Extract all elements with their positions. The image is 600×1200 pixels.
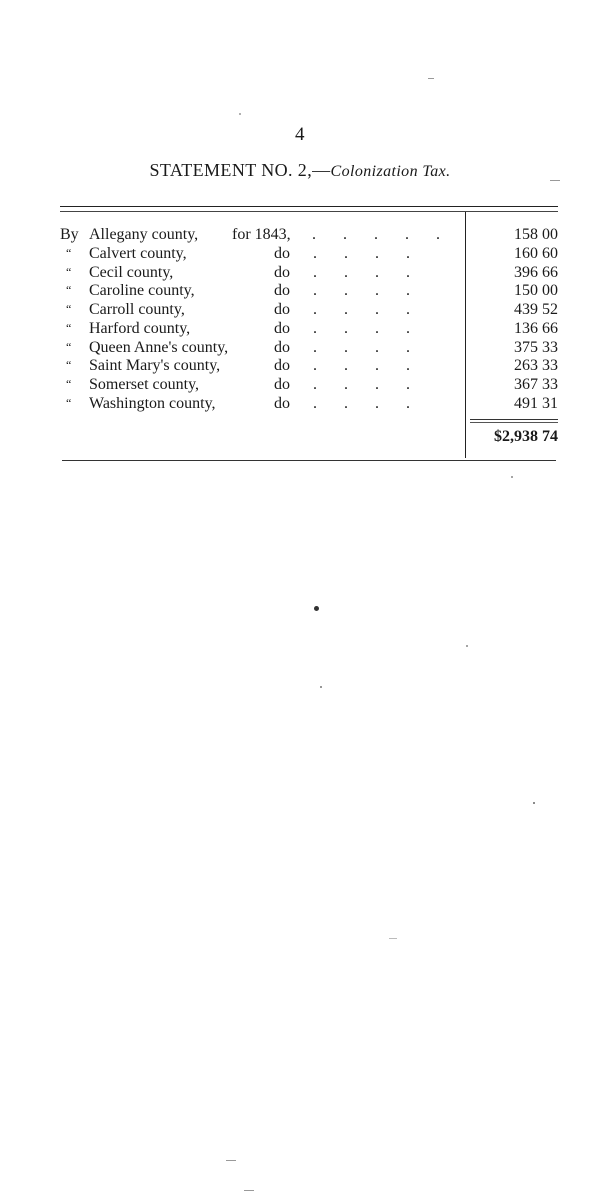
row-county: Harford county,	[89, 320, 191, 337]
row-ditto-mark: “	[66, 396, 72, 410]
row-leader-dots: . . . .	[313, 339, 410, 356]
row-county: Washington county,	[89, 395, 216, 412]
row-amount: 158 00	[514, 226, 558, 243]
row-ditto-word: do	[274, 264, 290, 281]
row-ditto-word: do	[274, 339, 290, 356]
top-rule-thin	[60, 211, 558, 212]
row-leader-dots: . . . .	[313, 395, 410, 412]
statement-row	[0, 394, 600, 413]
row-ditto-mark: “	[66, 321, 72, 335]
row-amount: 263 33	[514, 357, 558, 374]
scan-dash	[244, 1190, 254, 1191]
row-ditto-word: do	[274, 357, 290, 374]
row-amount: 375 33	[514, 339, 558, 356]
row-county: Somerset county,	[89, 376, 200, 393]
total-rule-thin	[470, 422, 558, 423]
row-ditto-mark: “	[66, 377, 72, 391]
row-ditto-word: do	[274, 282, 290, 299]
row-leader-dots: . . . .	[313, 376, 410, 393]
row-county: Caroline county,	[89, 282, 195, 299]
row-leader-dots: . . . .	[313, 264, 410, 281]
row-amount: 150 00	[514, 282, 558, 299]
row-ditto-mark: “	[66, 358, 72, 372]
statement-row	[0, 319, 600, 338]
total-rule	[470, 419, 558, 420]
scan-speck	[314, 606, 319, 611]
scan-speck	[320, 686, 322, 688]
row-ditto-mark: “	[66, 340, 72, 354]
row-ditto-mark: “	[66, 246, 72, 260]
scan-dash	[226, 1160, 236, 1161]
row-amount: 367 33	[514, 376, 558, 393]
scan-speck	[239, 113, 241, 115]
row-leader-dots: . . . .	[313, 282, 410, 299]
row-ditto-word: do	[274, 320, 290, 337]
scan-speck	[466, 645, 468, 647]
statement-row	[0, 244, 600, 263]
row-county: Calvert county,	[89, 245, 187, 262]
row-county: Allegany county,	[89, 226, 199, 243]
row-ditto-word: do	[274, 245, 290, 262]
row-ditto-word: do	[274, 376, 290, 393]
statement-row	[0, 263, 600, 282]
row-ditto-word: do	[274, 301, 290, 318]
statement-row	[0, 225, 600, 244]
row-county: Carroll county,	[89, 301, 185, 318]
scan-speck	[533, 802, 535, 804]
statement-title	[0, 160, 600, 181]
row-leader-dots: . . . .	[313, 301, 410, 318]
row-county: Cecil county,	[89, 264, 174, 281]
statement-subject: Colonization Tax.	[330, 163, 451, 180]
statement-row	[0, 300, 600, 319]
row-prefix: By	[60, 226, 79, 243]
row-leader-dots: . . . .	[313, 245, 410, 262]
statement-total: $2,938 74	[494, 428, 558, 445]
row-ditto-word: do	[274, 395, 290, 412]
row-leader-dots: . . . .	[313, 357, 410, 374]
row-year-phrase: for 1843,	[232, 226, 291, 243]
row-amount: 160 60	[514, 245, 558, 262]
scan-speck	[511, 476, 513, 478]
statement-row	[0, 338, 600, 357]
row-leader-dots: . . . .	[313, 320, 410, 337]
row-amount: 136 66	[514, 320, 558, 337]
scan-dash	[428, 78, 434, 79]
page-number: 4	[295, 124, 305, 145]
scan-dash	[550, 180, 560, 181]
bottom-rule	[62, 460, 556, 461]
row-amount: 491 31	[514, 395, 558, 412]
row-county: Saint Mary's county,	[89, 357, 221, 374]
scan-dash	[389, 938, 397, 939]
row-county: Queen Anne's county,	[89, 339, 229, 356]
row-amount: 396 66	[514, 264, 558, 281]
row-leader-dots: . . . . .	[312, 226, 440, 243]
statement-row	[0, 356, 600, 375]
row-ditto-mark: “	[66, 302, 72, 316]
top-rule-thick	[60, 206, 558, 207]
statement-row	[0, 281, 600, 300]
row-ditto-mark: “	[66, 283, 72, 297]
row-ditto-mark: “	[66, 265, 72, 279]
statement-row	[0, 375, 600, 394]
statement-heading: STATEMENT NO. 2,—	[149, 160, 331, 180]
row-amount: 439 52	[514, 301, 558, 318]
